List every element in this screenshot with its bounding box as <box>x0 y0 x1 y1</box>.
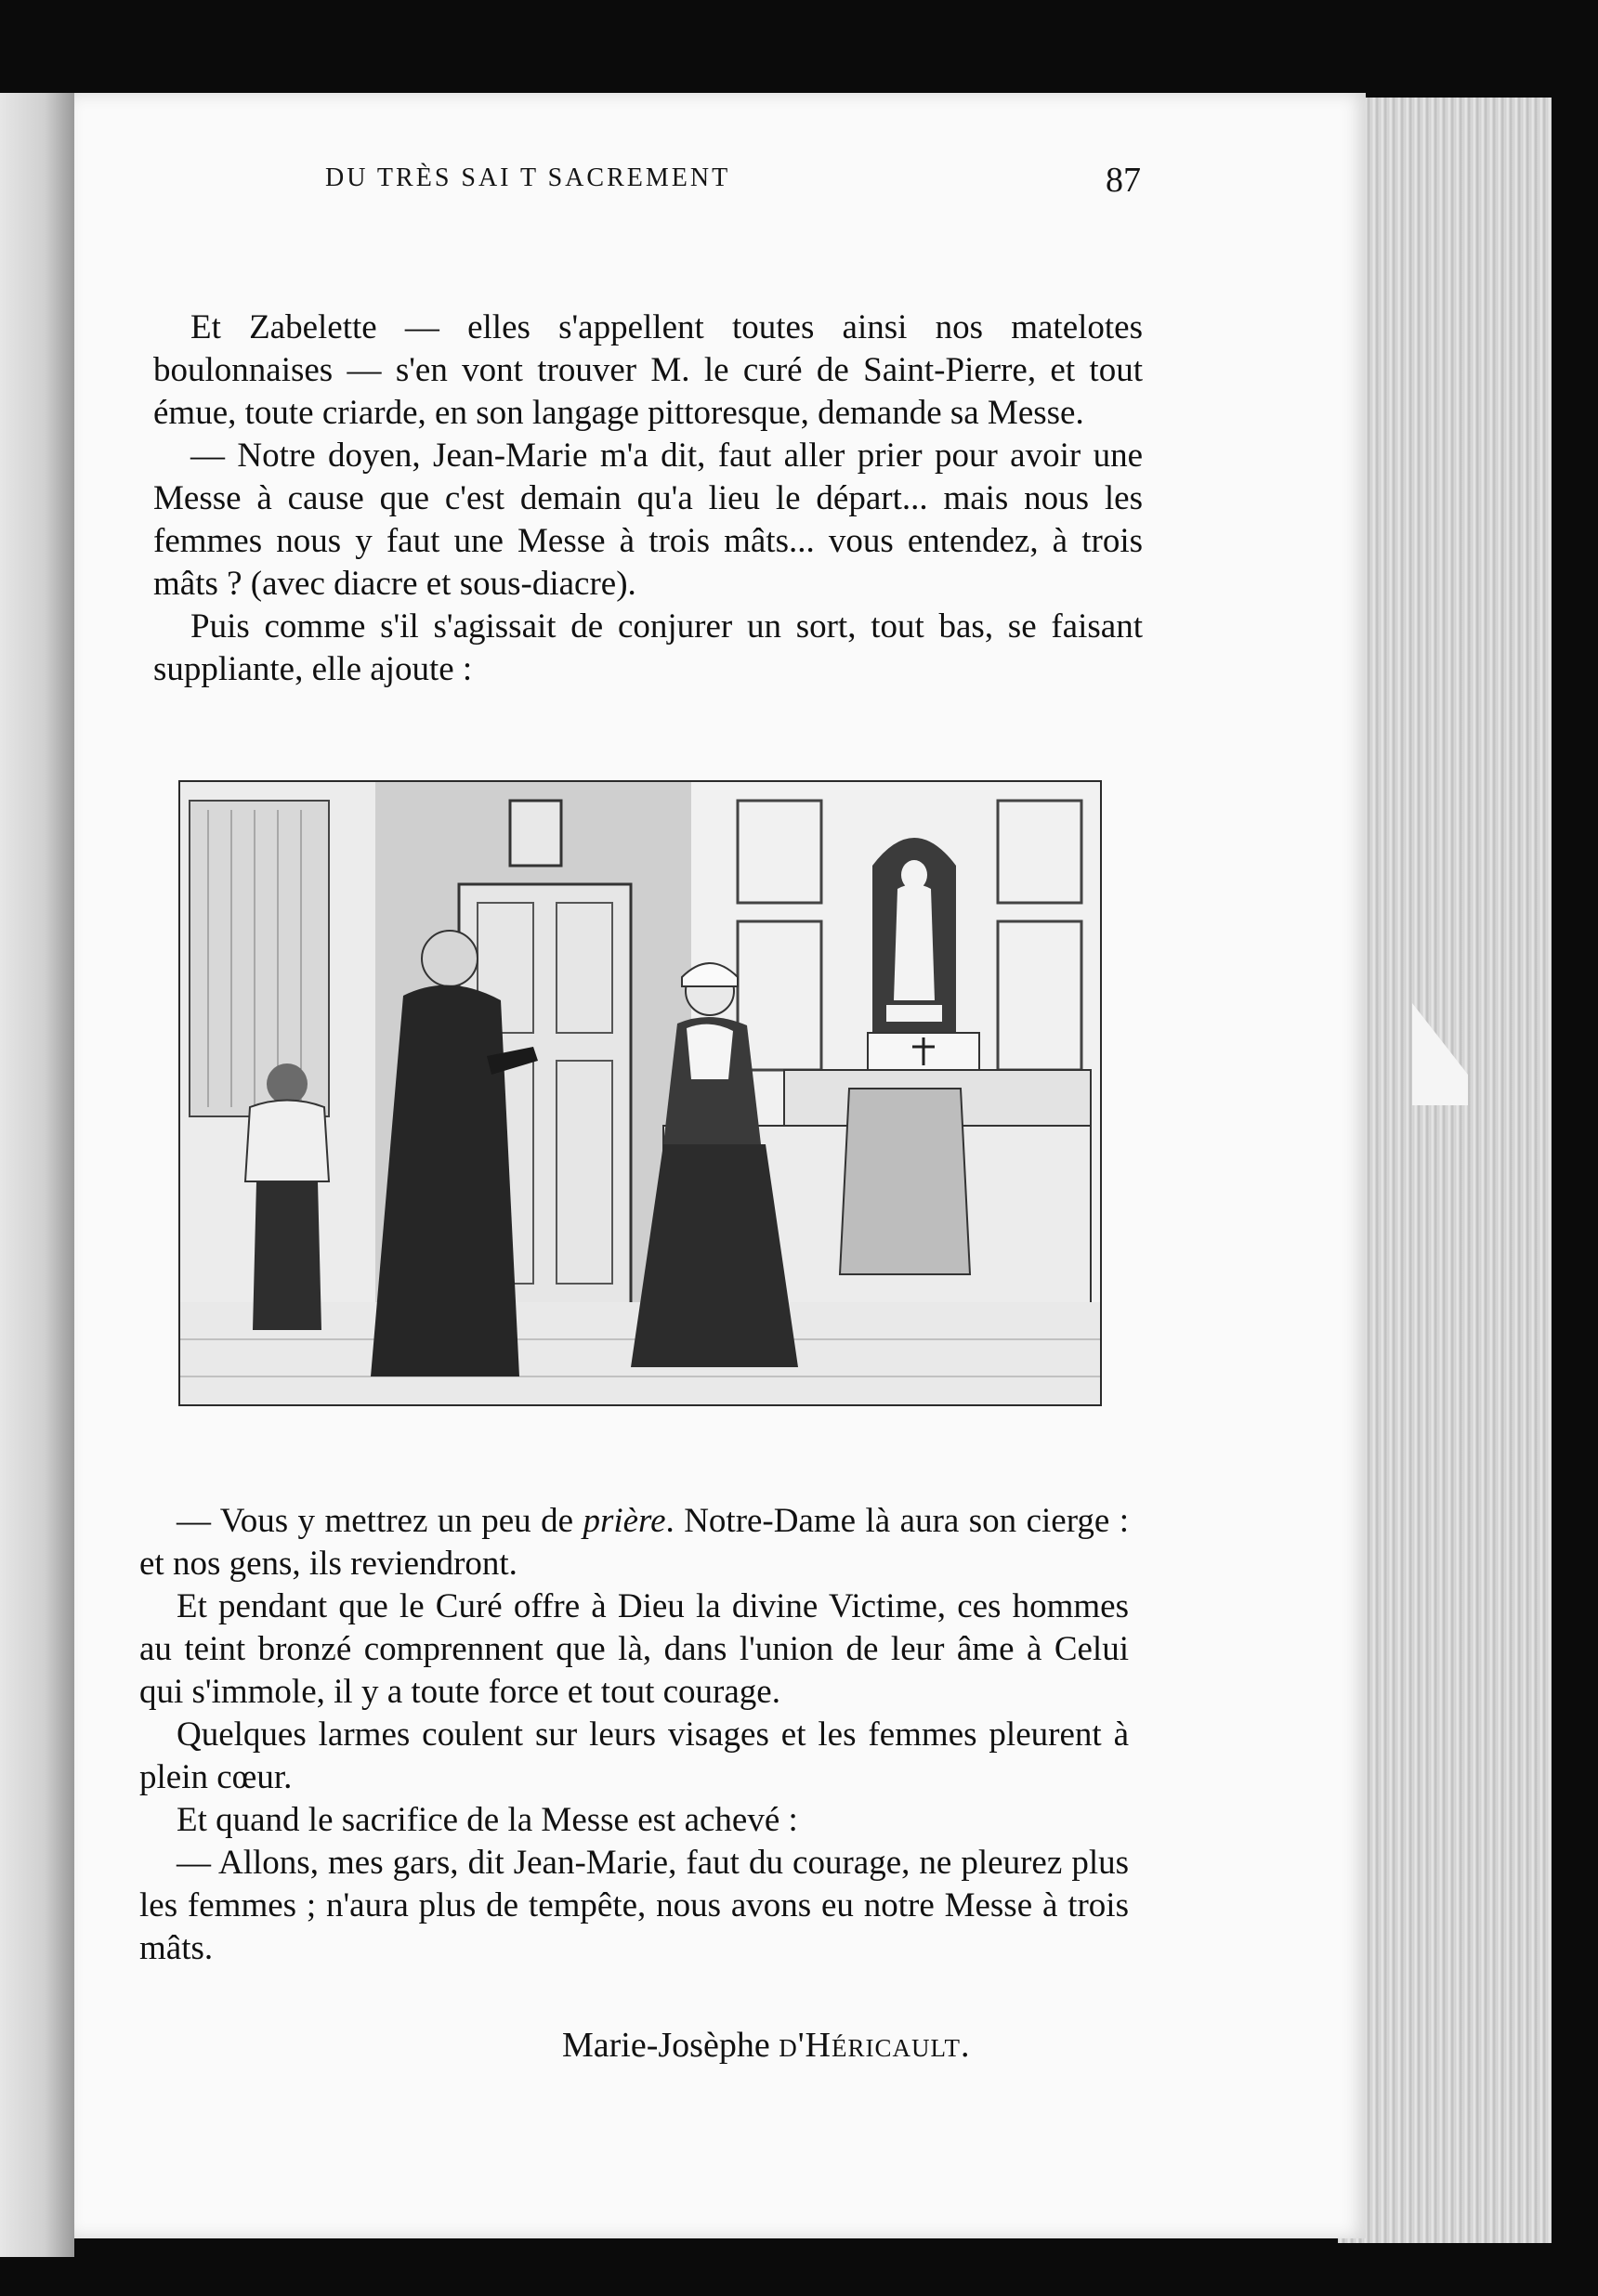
author-signature <box>562 2025 971 2066</box>
paragraph: Et Zabelette — elles s'appellent toutes ainsi nos matelotes boulonnaises — s'en vont trouver M. le curé de Saint-Pierre, et tout émue, toute criarde, en son langage pittoresque, demande sa Messe. <box>153 308 1143 432</box>
running-title: DU TRÈS SAI⁠ T SACREMENT <box>325 163 731 192</box>
engraving-scene <box>180 782 1100 1404</box>
quote-text-end: . Notre-Dame là aura son cierge : et nos gens, ils reviendront. <box>139 1502 1129 1583</box>
author-surname: d'Héricault. <box>779 2026 971 2065</box>
paragraph: Quelques larmes coulent sur leurs visages et les femmes pleurent à plein cœur. <box>139 1715 1129 1796</box>
author-name: Marie-Josèphe <box>562 2026 779 2065</box>
body-text-bottom <box>139 1500 1129 1970</box>
paragraph: — Notre doyen, Jean-Marie m'a dit, faut aller prier pour avoir une Messe à cause que c'est demain qu'a lieu le départ... mais nous les femmes nous y faut une Messe à trois mâts... vous entendez, à trois mâts ? (avec diacre et sous-diacre). <box>153 437 1143 603</box>
paragraph: Puis comme s'il s'agissait de conjurer un sort, tout bas, se faisant suppliante, elle ajoute : <box>153 607 1143 688</box>
page-number: 87 <box>1106 161 1141 200</box>
book-fore-edge <box>1338 98 1552 2243</box>
paragraph: — Allons, mes gars, dit Jean-Marie, faut du courage, ne pleurez plus les femmes ; n'aura plus de tempête, nous avons eu notre Messe à trois mâts. <box>139 1844 1129 1967</box>
facing-page-edge <box>0 93 74 2257</box>
paragraph: Et pendant que le Curé offre à Dieu la divine Victime, ces hommes au teint bronzé comprennent que là, dans l'union de leur âme à Celui qui s'immole, il y a toute force et tout courage. <box>139 1587 1129 1711</box>
quote-paragraph <box>139 1500 1129 1585</box>
emphasized-word: prière <box>583 1502 666 1540</box>
body-text-top <box>153 307 1143 691</box>
paragraph: Et quand le sacrifice de la Messe est achevé : <box>177 1801 798 1839</box>
quote-text: — Vous y mettrez un peu de <box>177 1502 583 1540</box>
engraving-illustration <box>178 780 1102 1406</box>
